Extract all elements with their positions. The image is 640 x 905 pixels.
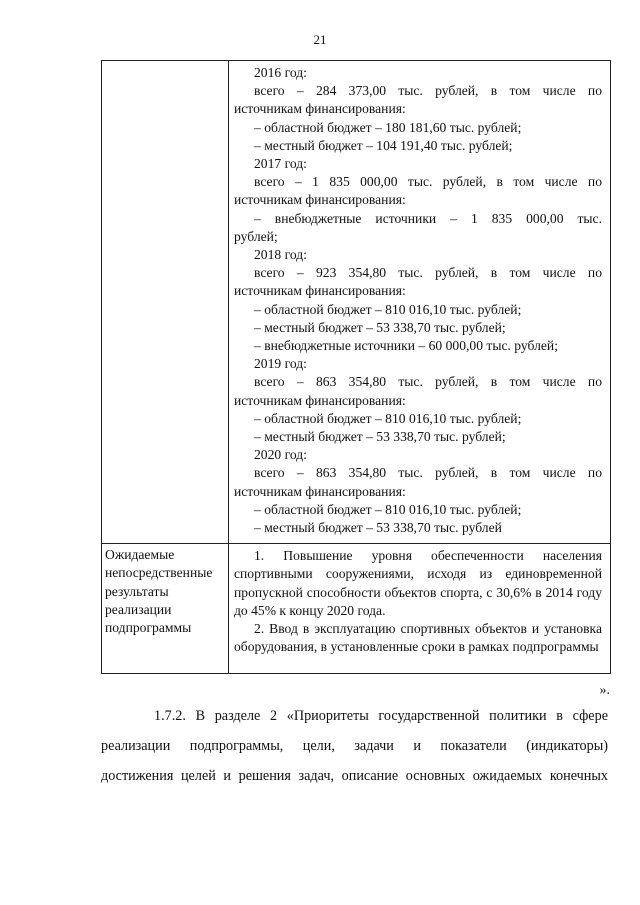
body-line: 1.7.2. В разделе 2 «Приоритеты государственной политики в сфере xyxy=(154,708,608,724)
funding-line: 2016 год: xyxy=(254,65,307,80)
funding-line: всего – 863 354,80 тыс. рублей, в том числе по xyxy=(254,374,602,390)
expected-result-item: 1. Повышение уровня обеспеченности населения спортивными сооружениями, исходя из единовременной пропускной способности объектов спорта, с 30,6% в 2014 году до 45% к концу 2020 года. xyxy=(234,548,602,618)
funding-line: – областной бюджет – 810 016,10 тыс. рублей; xyxy=(254,301,522,317)
funding-line: 2019 год: xyxy=(254,356,307,372)
expected-results-label-line: результаты xyxy=(105,583,169,599)
funding-line: – областной бюджет – 180 181,60 тыс. рублей; xyxy=(254,119,522,135)
funding-lines xyxy=(229,61,610,543)
funding-line: источникам финансирования: xyxy=(234,101,406,117)
funding-line: всего – 1 835 000,00 тыс. рублей, в том числе по xyxy=(254,174,602,190)
funding-details-cell xyxy=(229,61,611,544)
page-number: 21 xyxy=(313,32,327,47)
funding-line: – местный бюджет – 53 338,70 тыс. рублей; xyxy=(254,429,506,445)
funding-line: – местный бюджет – 104 191,40 тыс. рублей; xyxy=(254,137,513,153)
expected-results-label-line: подпрограммы xyxy=(105,620,192,636)
funding-line: – внебюджетные источники – 1 835 000,00 тыс. xyxy=(254,210,602,226)
funding-line: 2018 год: xyxy=(254,247,307,263)
funding-line: всего – 863 354,80 тыс. рублей, в том числе по xyxy=(254,465,602,481)
funding-line: источникам финансирования: xyxy=(234,483,406,499)
expected-results-label-line: реализации xyxy=(105,601,172,617)
expected-results-label-cell xyxy=(102,544,229,673)
expected-results-label-line: Ожидаемые xyxy=(105,547,175,563)
expected-results-row xyxy=(102,544,611,673)
body-line: достижения целей и решения задач, описание основных ожидаемых конечных xyxy=(101,768,608,784)
expected-result-item: 2. Ввод в эксплуатацию спортивных объектов и установка оборудования, в установленные сроки в рамках подпрограммы xyxy=(234,621,602,655)
funding-row xyxy=(102,61,611,544)
subprogram-passport-table xyxy=(101,60,611,674)
funding-line: – областной бюджет – 810 016,10 тыс. рублей; xyxy=(254,410,522,426)
expected-results-label-line: непосредственные xyxy=(105,565,213,581)
funding-line: – местный бюджет – 53 338,70 тыс. рублей xyxy=(254,520,502,536)
funding-line: 2017 год: xyxy=(254,156,307,172)
funding-line: рублей; xyxy=(234,228,278,244)
funding-line: источникам финансирования: xyxy=(234,392,406,408)
funding-line: источникам финансирования: xyxy=(234,192,406,208)
funding-line: – областной бюджет – 810 016,10 тыс. рублей; xyxy=(254,501,522,517)
body-line: реализации подпрограммы, цели, задачи и показатели (индикаторы) xyxy=(101,738,608,754)
funding-line: – местный бюджет – 53 338,70 тыс. рублей; xyxy=(254,319,506,335)
expected-results-cell xyxy=(229,544,611,673)
funding-line: всего – 284 373,00 тыс. рублей, в том числе по xyxy=(254,83,602,99)
funding-line: всего – 923 354,80 тыс. рублей, в том числе по xyxy=(254,265,602,281)
closing-quote-mark: ». xyxy=(599,683,610,698)
funding-label-cell xyxy=(102,61,229,544)
body-paragraph xyxy=(101,701,608,791)
funding-line: 2020 год: xyxy=(254,447,307,463)
funding-line: источникам финансирования: xyxy=(234,283,406,299)
funding-line: – внебюджетные источники – 60 000,00 тыс. рублей; xyxy=(254,338,558,354)
